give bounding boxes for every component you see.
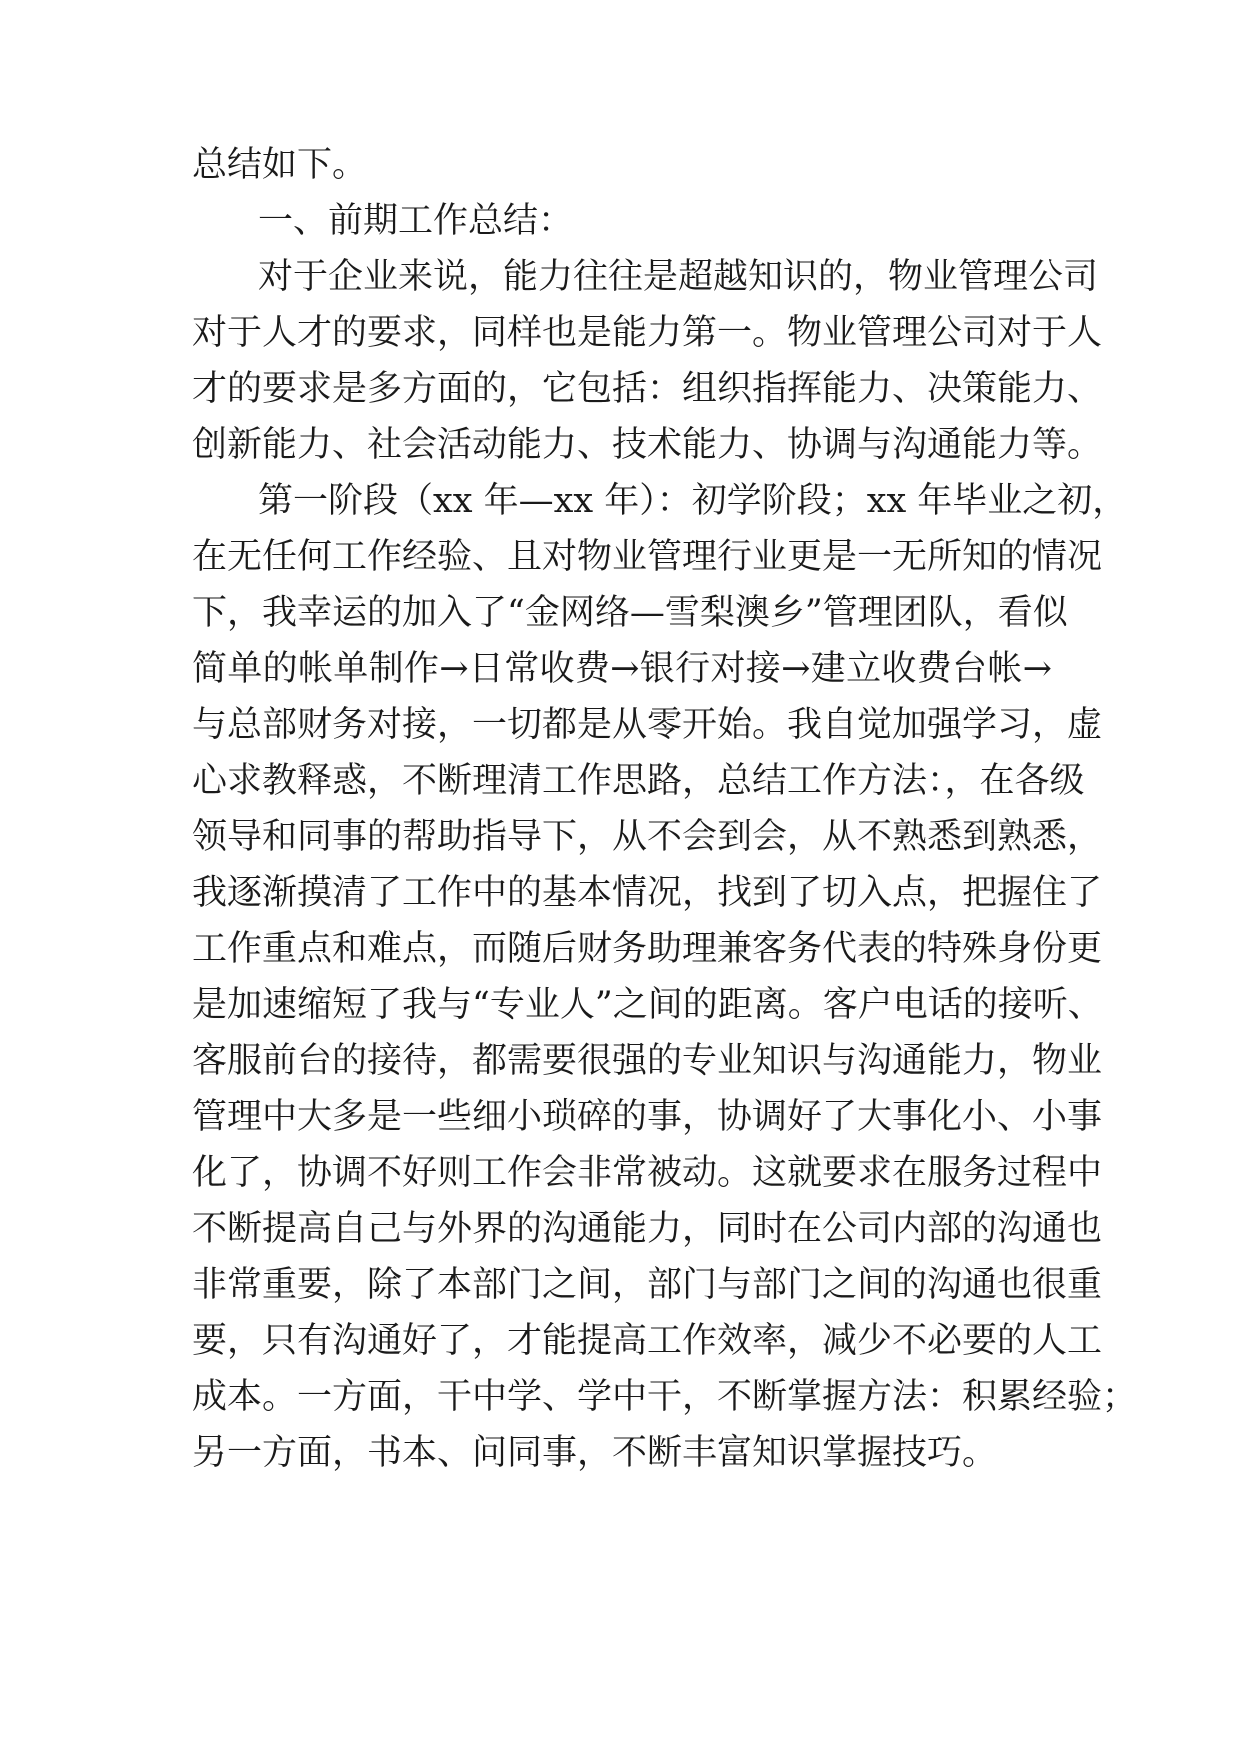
section-heading: 一、前期工作总结：	[258, 201, 574, 241]
body-text-line: 创新能力、社会活动能力、技术能力、协调与沟通能力等。	[192, 425, 1103, 465]
body-text-line: 我逐渐摸清了工作中的基本情况，找到了切入点，把握住了	[192, 873, 1103, 913]
body-text-line: 成本。一方面，干中学、学中干，不断掌握方法：积累经验；	[192, 1377, 1138, 1417]
body-text-line: 第一阶段（xx 年—xx 年）：初学阶段；xx 年毕业之初，	[258, 481, 1128, 521]
body-text-line: 管理中大多是一些细小琐碎的事，协调好了大事化小、小事	[192, 1097, 1103, 1137]
body-text-line: 对于人才的要求，同样也是能力第一。物业管理公司对于人	[192, 313, 1103, 353]
body-text-line: 客服前台的接待，都需要很强的专业知识与沟通能力，物业	[192, 1041, 1103, 1081]
body-text-line: 总结如下。	[192, 145, 368, 185]
body-text-line: 对于企业来说，能力往往是超越知识的，物业管理公司	[258, 257, 1099, 297]
body-text-line: 工作重点和难点，而随后财务助理兼客务代表的特殊身份更	[192, 929, 1103, 969]
body-text-line: 化了，协调不好则工作会非常被动。这就要求在服务过程中	[192, 1153, 1103, 1193]
body-text-line: 是加速缩短了我与“专业人”之间的距离。客户电话的接听、	[192, 985, 1103, 1025]
body-text-line: 下，我幸运的加入了“金网络—雪梨澳乡”管理团队，看似	[192, 593, 1068, 633]
body-text-line: 要，只有沟通好了，才能提高工作效率，减少不必要的人工	[192, 1321, 1103, 1361]
body-text-line: 领导和同事的帮助指导下，从不会到会，从不熟悉到熟悉，	[192, 817, 1103, 857]
body-text-line: 心求教释惑，不断理清工作思路，总结工作方法：，在各级	[192, 761, 1085, 801]
body-text-line: 与总部财务对接，一切都是从零开始。我自觉加强学习，虚	[192, 705, 1103, 745]
body-text-line: 另一方面，书本、问同事，不断丰富知识掌握技巧。	[192, 1433, 998, 1473]
body-text-line: 不断提高自己与外界的沟通能力，同时在公司内部的沟通也	[192, 1209, 1103, 1249]
body-text-line: 在无任何工作经验、且对物业管理行业更是一无所知的情况	[192, 537, 1103, 577]
body-text-line: 非常重要，除了本部门之间，部门与部门之间的沟通也很重	[192, 1265, 1103, 1305]
body-text-line: 才的要求是多方面的，它包括：组织指挥能力、决策能力、	[192, 369, 1103, 409]
body-text-line: 简单的帐单制作→日常收费→银行对接→建立收费台帐→	[192, 649, 1052, 689]
